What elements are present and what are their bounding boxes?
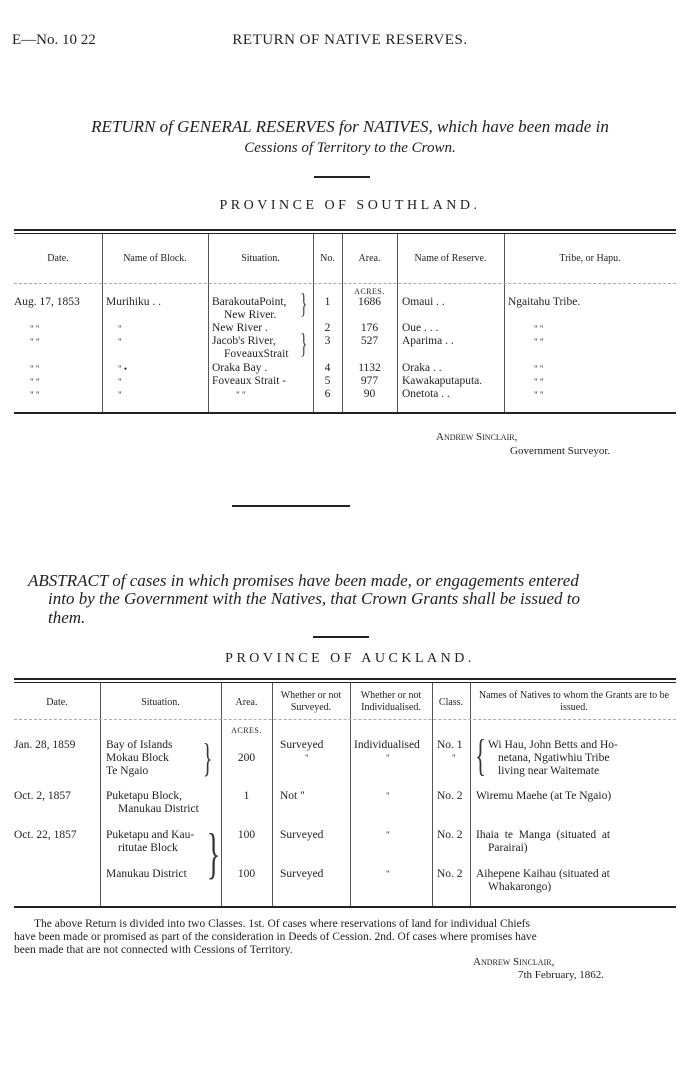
reserve-cell: Kawakaputaputa. (402, 375, 483, 387)
names-cell: Wi Hau, John Betts and Ho- (488, 739, 618, 751)
situation-cell: BarakoutaPoint, (212, 296, 287, 308)
tribe-cell: " " (534, 337, 544, 347)
class-cell: No. 2 (437, 790, 463, 802)
surveyed-cell: Surveyed (280, 829, 324, 841)
col-header: Name of Block. (123, 253, 187, 264)
date-cell: Jan. 28, 1859 (14, 739, 76, 751)
area-cell: 176 (360, 322, 379, 334)
situation-cell: ritutae Block (118, 842, 178, 854)
tribe-cell: " " (534, 390, 544, 400)
situation-cell: Puketapu and Kau- (106, 829, 195, 841)
col-header: Area. (235, 697, 258, 708)
individualised-cell: " (386, 753, 390, 763)
no-cell: 2 (324, 322, 331, 334)
tribe-cell: " " (534, 324, 544, 334)
no-cell: 1 (324, 296, 331, 308)
section2-title-line1: ABSTRACT of cases in which promises have been made, or engagements entered (28, 571, 579, 590)
signature-name: Andrew Sinclair, (436, 431, 518, 443)
date-cell: Aug. 17, 1853 (14, 296, 80, 308)
block-cell: " (118, 324, 122, 334)
reserve-cell: Onetota . . (402, 388, 450, 400)
table-bottom-rule (14, 906, 676, 908)
date-cell: " " (30, 364, 40, 374)
situation-cell: Mokau Block (106, 752, 169, 764)
signature-name: Andrew Sinclair, (473, 956, 555, 968)
names-cell: netana, Ngatiwhiu Tribe (498, 752, 610, 764)
section2-title-line2: into by the Government with the Natives, that Crown Grants shall be issued to (48, 589, 581, 608)
col-header: Tribe, or Hapu. (559, 253, 621, 264)
table-top-rule-inner (14, 682, 676, 683)
area-cell: 1 (243, 790, 250, 802)
no-cell: 5 (324, 375, 331, 387)
block-cell: " (118, 337, 122, 347)
names-cell: Wiremu Maehe (at Te Ngaio) (476, 790, 612, 802)
col-header: Situation. (241, 253, 280, 264)
short-rule (313, 636, 369, 638)
table-bottom-rule (14, 412, 676, 414)
situation-cell: Bay of Islands (106, 739, 173, 751)
situation-cell: Oraka Bay . (212, 362, 268, 374)
situation-cell: Manukau District (118, 803, 199, 815)
brace-mark: { (475, 731, 486, 780)
signature-date: 7th February, 1862. (518, 969, 605, 981)
area-cell: 90 (363, 388, 376, 400)
individualised-cell: Individualised (354, 739, 420, 751)
col-header: Date. (46, 697, 68, 708)
section2-title-line3: them. (48, 608, 86, 627)
reserve-cell: Oraka . . (402, 362, 442, 374)
names-cell: Whakarongo) (488, 881, 552, 893)
table-top-rule (14, 678, 676, 680)
footnote-line3: been made that are not connected with Cessions of Territory. (14, 944, 293, 956)
situation-cell: FoveauxStrait (224, 348, 289, 360)
running-head: RETURN OF NATIVE RESERVES. (232, 32, 468, 48)
tribe-cell: " " (534, 364, 544, 374)
col-header: No. (320, 253, 335, 264)
col-header: Whether or not Surveyed. (280, 690, 342, 713)
names-cell: Aihepene Kaihau (situated at (476, 868, 610, 880)
col-divider (100, 683, 101, 906)
signature-title: Government Surveyor. (510, 445, 611, 457)
col-header: Name of Reserve. (414, 253, 487, 264)
area-cell: 527 (360, 335, 379, 347)
section1-title-line2: Cessions of Territory to the Crown. (244, 140, 456, 156)
col-divider (432, 683, 433, 906)
col-header: Date. (47, 253, 69, 264)
area-cell: 100 (237, 868, 256, 880)
area-cell: 100 (237, 829, 256, 841)
header-divider (14, 283, 676, 284)
individualised-cell: " (386, 830, 390, 840)
situation-cell: " " (236, 390, 246, 400)
brace-mark: } (300, 329, 308, 360)
individualised-cell: " (386, 791, 390, 801)
col-header: Names of Natives to whom the Grants are to be issued. (478, 690, 670, 713)
table-top-rule-inner (14, 233, 676, 234)
col-header: Situation. (141, 697, 180, 708)
table-top-rule (14, 229, 676, 231)
surveyed-cell: Not " (280, 790, 305, 802)
col-header: Area. (358, 253, 381, 264)
header-divider (14, 719, 676, 720)
surveyed-cell: Surveyed (280, 739, 324, 751)
section-divider (232, 505, 350, 507)
surveyed-cell: " (305, 753, 309, 763)
brace-mark: } (202, 735, 213, 780)
area-cell: 1132 (358, 362, 381, 374)
province-heading: PROVINCE OF AUCKLAND. (225, 651, 475, 666)
date-cell: " " (30, 337, 40, 347)
situation-cell: Te Ngaio (106, 765, 149, 777)
area-cell: 200 (237, 752, 256, 764)
province-heading: PROVINCE OF SOUTHLAND. (219, 198, 481, 213)
date-cell: Oct. 2, 1857 (14, 790, 71, 802)
surveyed-cell: Surveyed (280, 868, 324, 880)
block-cell: " • (118, 364, 128, 374)
date-cell: " " (30, 324, 40, 334)
col-divider (350, 683, 351, 906)
no-cell: 6 (324, 388, 331, 400)
short-rule (314, 176, 370, 178)
area-cell: 977 (360, 375, 379, 387)
section1-title-line1: RETURN of GENERAL RESERVES for NATIVES, which have been made in (91, 117, 609, 136)
class-cell: No. 1 (437, 739, 463, 751)
names-cell: living near Waitemate (498, 765, 600, 777)
situation-cell: Puketapu Block, (106, 790, 183, 802)
individualised-cell: " (386, 869, 390, 879)
names-cell: Parairai) (488, 842, 528, 854)
footnote-line2: have been made or promised as part of the consideration in Deeds of Cession. 2nd. Of cases where promises have (14, 931, 537, 943)
situation-cell: Manukau District (106, 868, 187, 880)
page-number: E—No. 10 22 (12, 32, 96, 48)
col-header: Class. (438, 697, 464, 708)
block-cell: " (118, 377, 122, 387)
area-unit: ACRES. (354, 287, 385, 296)
situation-cell: New River. (224, 309, 277, 321)
situation-cell: New River . (212, 322, 268, 334)
brace-mark: } (206, 823, 221, 885)
situation-cell: Foveaux Strait - (212, 375, 287, 387)
names-cell: Ihaia te Manga (situated at (476, 829, 611, 841)
reserve-cell: Oue . . . (402, 322, 439, 334)
date-cell: " " (30, 390, 40, 400)
col-divider (272, 683, 273, 906)
col-divider (470, 683, 471, 906)
situation-cell: Jacob's River, (212, 335, 276, 347)
area-cell: 1686 (358, 296, 381, 308)
footnote-line1: The above Return is divided into two Classes. 1st. Of cases where reservations of land for individual Chiefs (34, 918, 530, 930)
area-unit: ACRES. (231, 726, 262, 735)
date-cell: " " (30, 377, 40, 387)
no-cell: 3 (324, 335, 331, 347)
date-cell: Oct. 22, 1857 (14, 829, 77, 841)
class-cell: " (452, 753, 456, 763)
reserve-cell: Aparima . . (402, 335, 454, 347)
block-cell: Murihiku . . (106, 296, 161, 308)
class-cell: No. 2 (437, 868, 463, 880)
block-cell: " (118, 390, 122, 400)
no-cell: 4 (324, 362, 331, 374)
reserve-cell: Omaui . . (402, 296, 445, 308)
class-cell: No. 2 (437, 829, 463, 841)
col-header: Whether or not Individualised. (360, 690, 422, 713)
tribe-cell: " " (534, 377, 544, 387)
tribe-cell: Ngaitahu Tribe. (508, 296, 581, 308)
brace-mark: } (300, 289, 308, 320)
